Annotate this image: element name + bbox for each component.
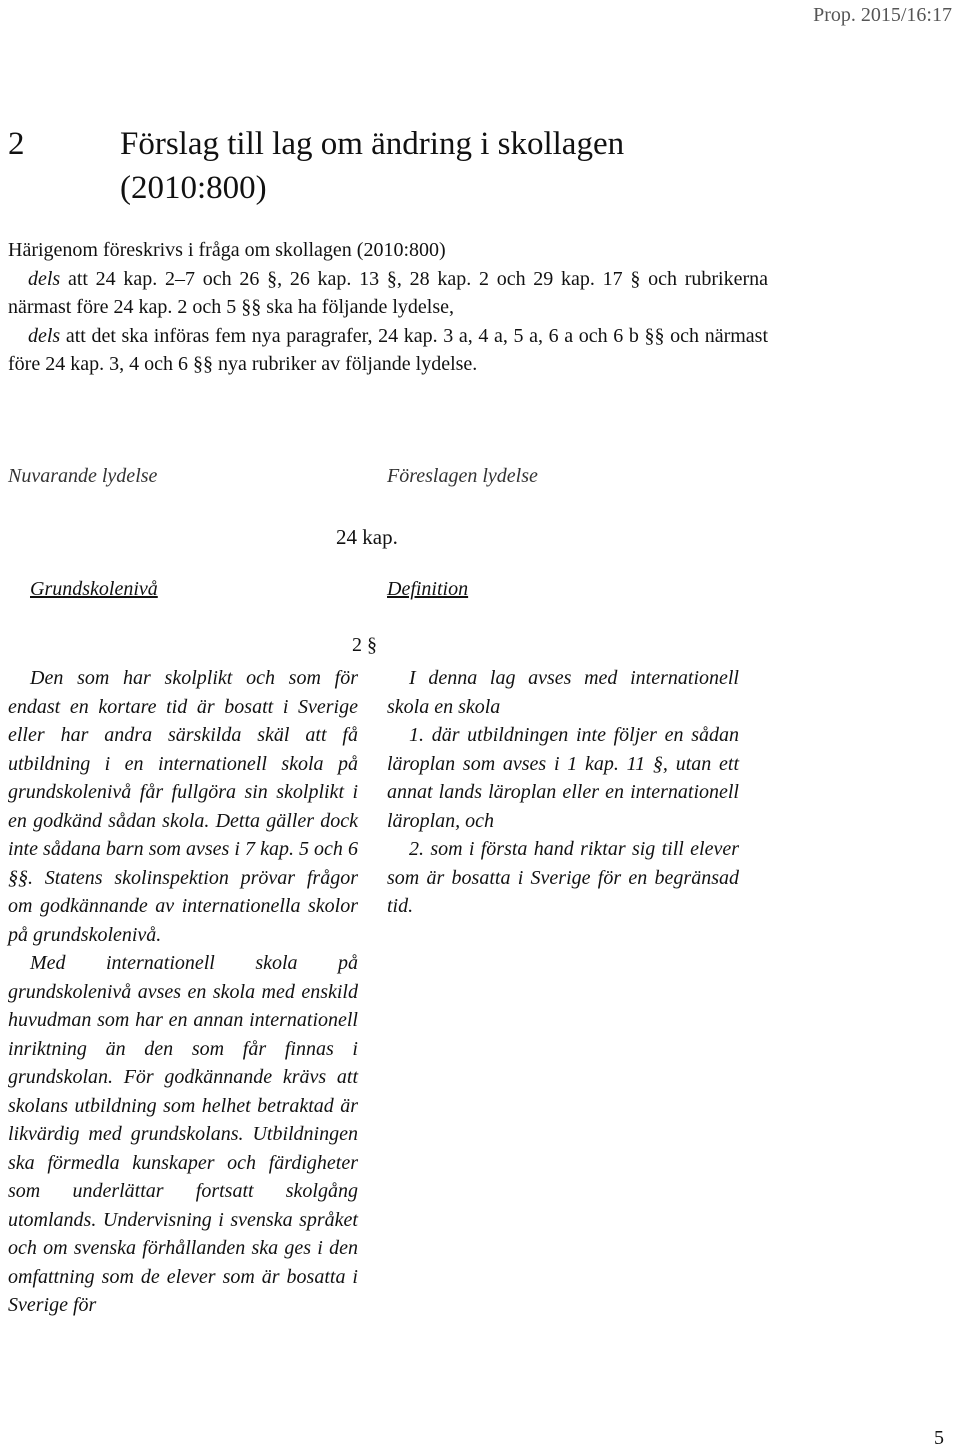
- intro-dels-1: [8, 265, 768, 322]
- page-number: 5: [934, 1427, 944, 1449]
- dels-2-text: att det ska införas fem nya paragrafer, 24 kap. 3 a, 4 a, 5 a, 6 a och 6 b §§ och närmast före 24 kap. 3, 4 och 6 §§ nya rubriker av följande lydelse.: [8, 324, 768, 375]
- paragraph: 2. som i första hand riktar sig till elever som är bosatta i Sverige för en begränsad tid.: [387, 838, 739, 917]
- heading-title: Förslag till lag om ändring i skollagen (2010:800): [120, 126, 625, 206]
- dels-1-text: att 24 kap. 2–7 och 26 §, 26 kap. 13 §, 28 kap. 2 och 29 kap. 17 § och rubrikerna närmast före 24 kap. 2 och 5 §§ ska ha följande lydelse,: [8, 267, 768, 318]
- rubric-proposed: Definition: [387, 578, 469, 600]
- section-label: 2 §: [352, 634, 377, 656]
- paragraph: 1. där utbildningen inte följer en sådan läroplan som avses i 1 kap. 11 §, utan ett annat lands läroplan eller en internationell läroplan, och: [387, 724, 739, 832]
- paragraph: Den som har skolplikt och som för endast en kortare tid är bosatt i Sverige eller har andra särskilda skäl att få utbildning i en internationell skola på grundskolenivå får fullgöra sin skolplikt i en godkänd sådan skola. Detta gäller dock inte sådana barn som avses i 7 kap. 5 och 6 §§. Statens skolinspektion prövar frågor om godkännande av internationella skolor på grundskolenivå.: [8, 667, 358, 946]
- intro-line: Härigenom föreskrivs i fråga om skollagen (2010:800): [8, 239, 446, 261]
- intro-dels-2: [8, 322, 768, 379]
- current-wording-column: [8, 664, 358, 1320]
- running-head: Prop. 2015/16:17: [813, 4, 952, 26]
- dels-emphasis: dels: [28, 267, 61, 290]
- heading-number: 2: [8, 126, 25, 162]
- proposed-wording-label: Föreslagen lydelse: [387, 465, 538, 487]
- intro-text: [8, 236, 768, 379]
- paragraph: Med internationell skola på grundskolenivå avses en skola med enskild huvudman som har en annan internationell inriktning än den som får finnas i grundskolan. För godkännande krävs att skolans utbildning som helhet betraktad är likvärdig med grundskolans. Utbildningen ska förmedla kunskaper och färdigheter som underlättar fortsatt skolgång utomlands. Undervisning i svenska språket och om svenska förhållanden ska ges i den omfattning som de elever som är bosatta i Sverige för: [8, 952, 358, 1316]
- rubric-current: Grundskolenivå: [30, 578, 158, 600]
- current-wording-label: Nuvarande lydelse: [8, 465, 158, 487]
- paragraph: I denna lag avses med internationell skola en skola: [387, 667, 739, 718]
- chapter-label: 24 kap.: [336, 525, 398, 549]
- dels-emphasis: dels: [28, 324, 61, 347]
- proposed-wording-column: [387, 664, 739, 921]
